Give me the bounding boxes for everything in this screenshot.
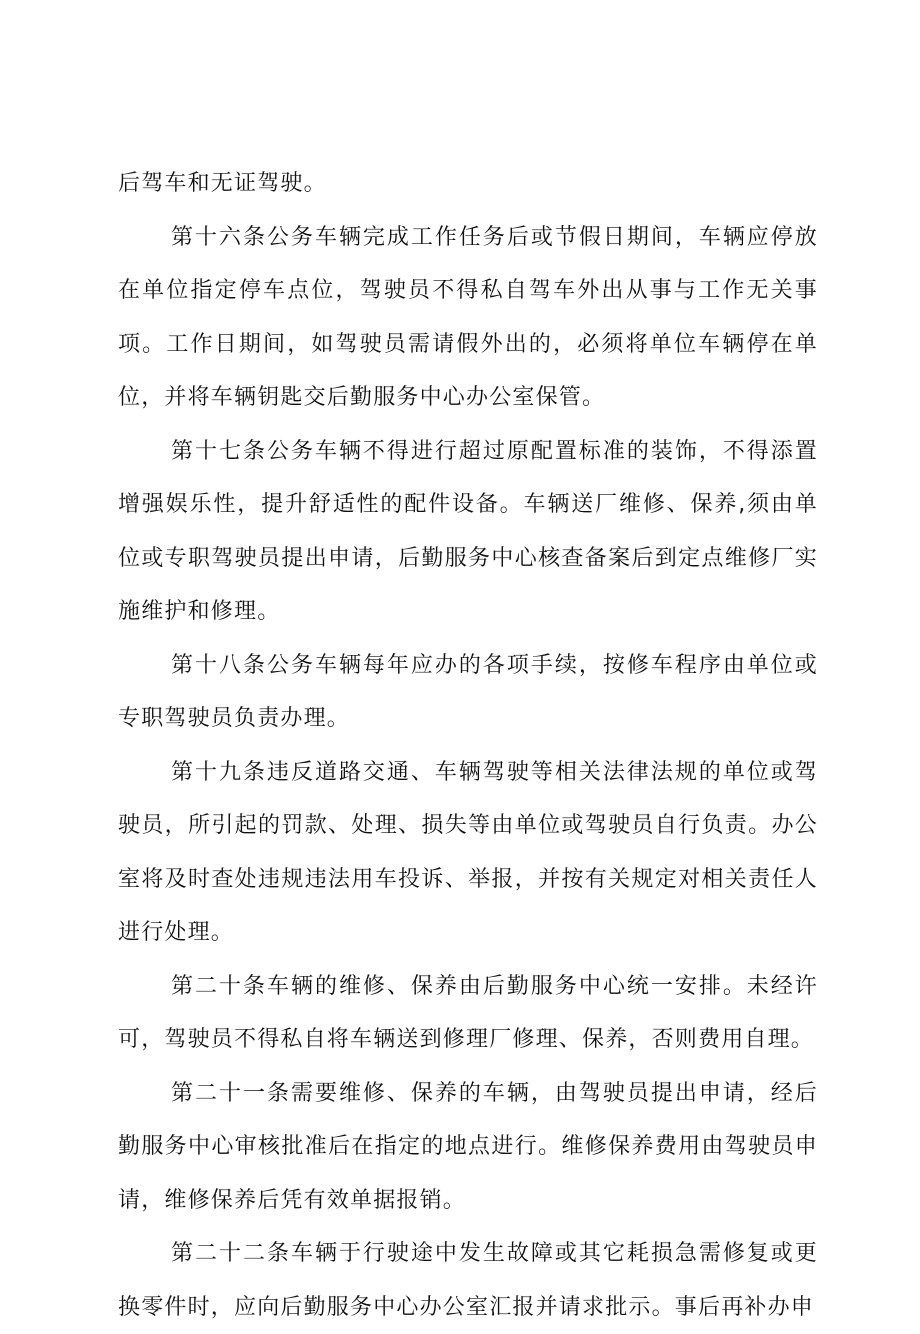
paragraph-article-20: 第二十条车辆的维修、保养由后勤服务中心统一安排。未经许可，驾驶员不得私自将车辆送到修理厂修理、保养，否则费用自理。 <box>118 973 818 1052</box>
paragraph-article-21: 第二十一条需要维修、保养的车辆，由驾驶员提出申请，经后勤服务中心审核批准后在指定的地点进行。维修保养费用由驾驶员申请，维修保养后凭有效单据报销。 <box>118 1080 818 1213</box>
paragraph-article-17: 第十七条公务车辆不得进行超过原配置标准的装饰，不得添置增强娱乐性，提升舒适性的配件设备。车辆送厂维修、保养,须由单位或专职驾驶员提出申请，后勤服务中心核查备案后到定点维修厂实施维护和修理。 <box>118 438 818 624</box>
paragraph-continuation: 后驾车和无证驾驶。 <box>118 171 327 196</box>
paragraph-article-22: 第二十二条车辆于行驶途中发生故障或其它耗损急需修复或更换零件时，应向后勤服务中心办公室汇报并请求批示。事后再补办申 <box>118 1241 818 1320</box>
paragraph-article-16: 第十六条公务车辆完成工作任务后或节假日期间，车辆应停放在单位指定停车点位，驾驶员不得私自驾车外出从事与工作无关事项。工作日期间，如驾驶员需请假外出的，必须将单位车辆停在单位，并将车辆钥匙交后勤服务中心办公室保管。 <box>118 224 818 410</box>
paragraph-article-19: 第十九条违反道路交通、车辆驾驶等相关法律法规的单位或驾驶员，所引起的罚款、处理、损失等由单位或驾驶员自行负责。办公室将及时查处违规违法用车投诉、举报，并按有关规定对相关责任人进行处理。 <box>118 759 818 945</box>
document-body <box>118 157 818 1334</box>
paragraph-article-18: 第十八条公务车辆每年应办的各项手续，按修车程序由单位或专职驾驶员负责办理。 <box>118 652 818 731</box>
